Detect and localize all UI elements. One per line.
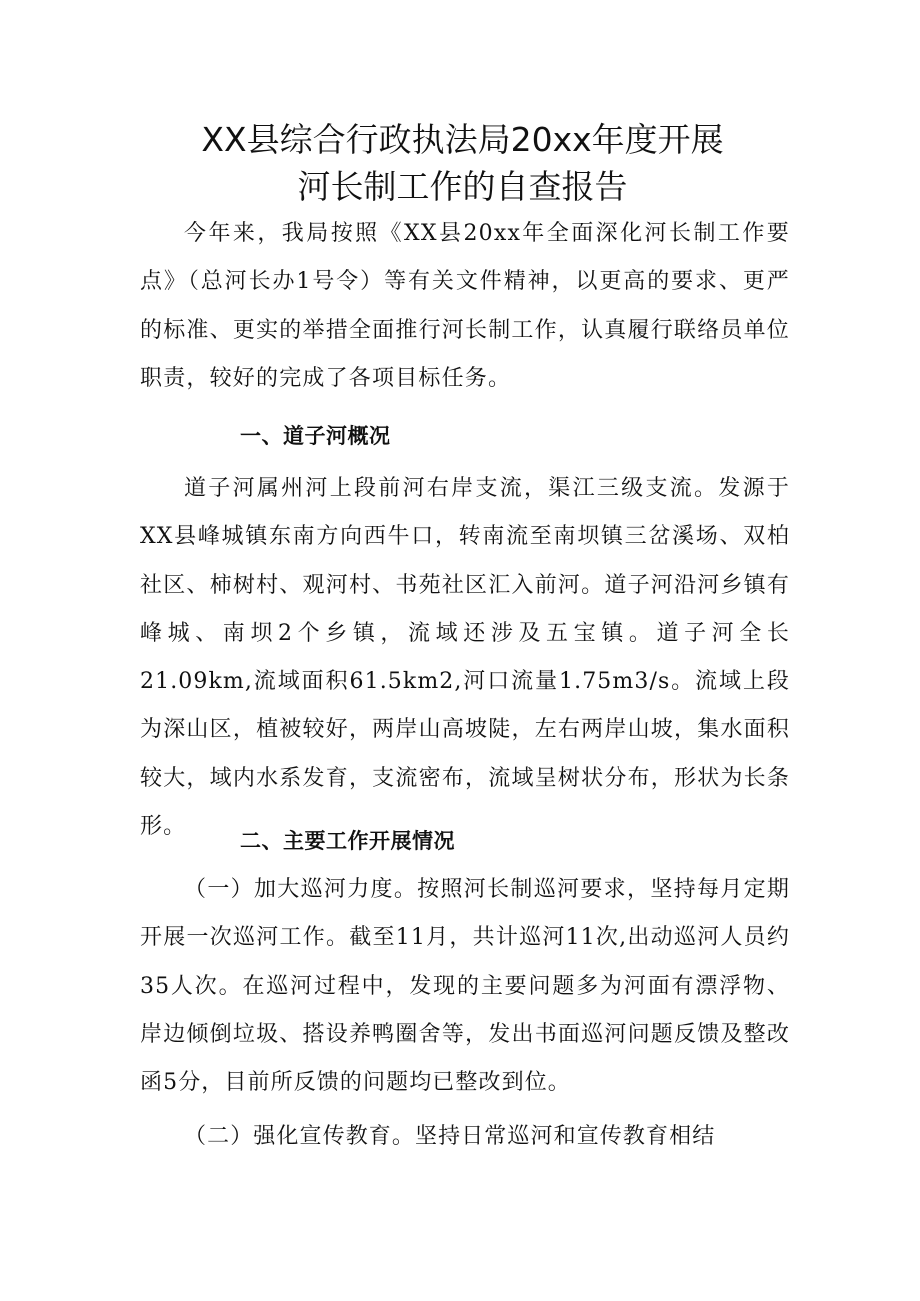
intro-paragraph: 今年来，我局按照《XX县20xx年全面深化河长制工作要点》（总河长办1号令）等有关文件精神，以更高的要求、更严的标准、更实的举措全面推行河长制工作，认真履行联络员单位职责，较好的完成了各项目标任务。	[140, 221, 790, 391]
publicity-education-paragraph: （二）强化宣传教育。坚持日常巡河和宣传教育相结	[184, 1124, 716, 1149]
river-overview-paragraph: 道子河属州河上段前河右岸支流，渠江三级支流。发源于XX县峰城镇东南方向西牛口，转南流至南坝镇三岔溪场、双柏社区、柿树村、观河村、书苑社区汇入前河。道子河沿河乡镇有峰城、南坝2个乡镇，流域还涉及五宝镇。道子河全长21.09km,流域面积61.5km2,河口流量1.75m3/s。流域上段为深山区，植被较好，两岸山高坡陡，左右两岸山坡，集水面积较大，域内水系发育，支流密布，流域呈树状分布，形状为长条形。	[140, 476, 790, 840]
section-2-heading: 二、主要工作开展情况	[240, 829, 455, 853]
patrol-effort-paragraph: （一）加大巡河力度。按照河长制巡河要求，坚持每月定期开展一次巡河工作。截至11月，共计巡河11次,出动巡河人员约35人次。在巡河过程中，发现的主要问题多为河面有漂浮物、岸边倾倒垃圾、搭设养鸭圈舍等，发出书面巡河问题反馈及整改函5分，目前所反馈的问题均已整改到位。	[140, 877, 790, 1096]
document-title-line-2: 河长制工作的自查报告	[297, 167, 628, 206]
section-1-heading: 一、道子河概况	[240, 424, 391, 448]
document-title-line-1: XX县综合行政执法局20xx年度开展	[201, 120, 724, 159]
